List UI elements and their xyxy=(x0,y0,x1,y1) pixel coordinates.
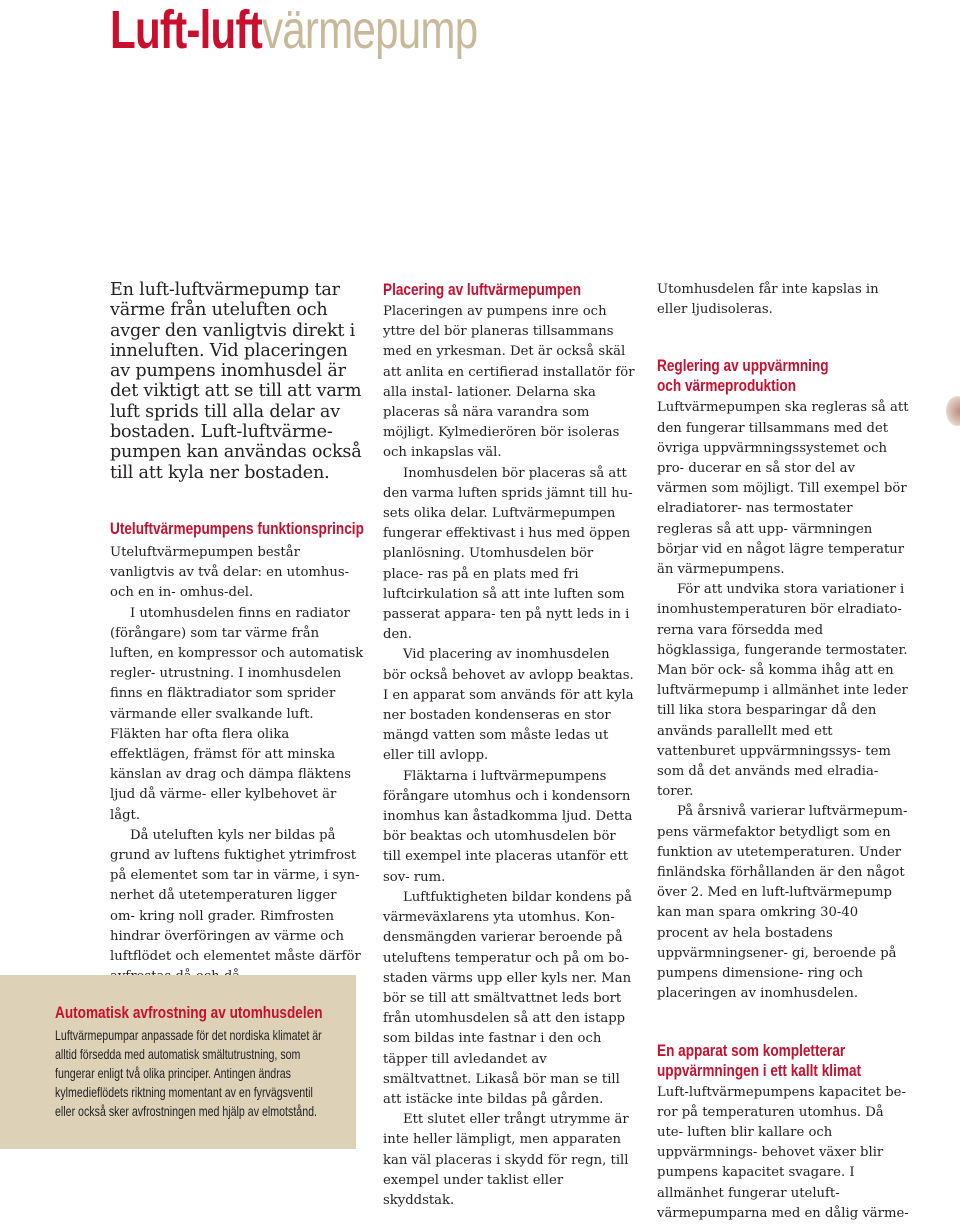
info-box-heading: Automatisk avfrostning av utomhusdelen xyxy=(55,1003,323,1022)
column-left xyxy=(110,280,365,987)
edge-decoration xyxy=(946,396,960,426)
paragraph: Fläktarna i luftvärmepumpens förångare utomhus och i kondensorn inomhus kan åstadkomma ljud. Detta bör beaktas och utomhusdelen bör till exempel inte placeras utanför ett sov- rum. xyxy=(383,768,633,885)
paragraph: Luftfuktigheten bildar kondens på värmeväxlarens yta utomhus. Kon- densmängden varierar beroende på uteluftens temperatur och på om bo- staden värms upp eller kyls ner. Man bör se till att smältvattnet leds bort från utomhusdelen så att den istapp som bildas inte fastnar i den och täpper till avledandet av smältvattnet. Likaså bör man se till att istäcke inte bildas på gården. xyxy=(383,889,632,1107)
paragraph: I utomhusdelen finns en radiator (förångare) som tar värme från luften, en kompressor och automatisk regler- utrustning. I inomhusdelen finns en fläktradiator som sprider värmande eller svalkande luft. Fläkten har ofta flera olika effektlägen, främst för att minska känslan av drag och dämpa fläktens ljud då värme- eller kylbehovet är lågt. xyxy=(110,605,364,823)
page-title xyxy=(110,0,477,60)
section-heading-regulation xyxy=(657,356,859,396)
paragraph: Luft-luftvärmepumpens kapacitet be- ror på temperaturen utomhus. Då ute- luften blir kallare och uppvärmnings- behovet växer blir pumpens kapacitet svagare. I allmänhet fungerar uteluft- värmepumparna med en dålig värme- xyxy=(657,1084,909,1221)
section-heading-principle: Uteluftvärmepumpens funktionsprincip xyxy=(110,518,364,538)
paragraph: Luftvärmepumpen ska regleras så att den fungerar tillsammans med det övriga uppvärmningssystemet och pro- ducerar en så stor del av värmen som möjligt. Till exempel bör elradiatorer- nas termostater regleras så att upp- värmningen börjar vid en något lägre temperatur än värmepumpens. xyxy=(657,400,909,578)
paragraph: Då uteluften kyls ner bildas på grund av luftens fuktighet ytrimfrost på elementet som tar in värme, i syn- nerhet då utetemperaturen ligger om- kring noll grader. Rimfrosten hindrar överföringen av värme och luftflödet och elementet måste därför xyxy=(110,827,361,965)
title-part-beige: värmepump xyxy=(262,0,478,60)
info-box-text xyxy=(55,1026,329,1121)
paragraph: Uteluftvärmepumpen består vanligtvis av två delar: en utomhus- och en in- omhus-del. xyxy=(110,544,350,601)
paragraph: Vid placering av inomhusdelen bör också behovet av avlopp beaktas. I en apparat som används för att kyla ner bostaden kondenseras en stor mängd vatten som måste ledas ut eller till avlopp. xyxy=(383,647,634,764)
column-right xyxy=(657,280,909,1224)
info-box-line: kylmedieflödets riktning momentant av en fyrvägsventil xyxy=(55,1084,313,1100)
column-middle xyxy=(383,280,635,1211)
paragraph: Placeringen av pumpens inre och yttre del bör planeras tillsammans med en yrkesman. Det är också skäl att anlita en certifierad installatör för alla instal- lationer. Delarna ska placeras så nära varandra som möjligt. Kylmedierören bör isoleras och inkapslas väl. xyxy=(383,304,635,461)
heading-line: uppvärmningen i ett kallt klimat xyxy=(657,1060,862,1080)
title-part-red: Luft-luft xyxy=(110,0,263,60)
section-heading-placement: Placering av luftvärmepumpen xyxy=(383,280,582,299)
heading-line: En apparat som kompletterar xyxy=(657,1040,846,1060)
section-heading-cold-climate xyxy=(657,1040,862,1081)
paragraph: För att undvika stora variationer i inomhustemperaturen bör elradiato- rerna vara försedda med högklassiga, fungerande termostater. Man bör ock- så komma ihåg att en luftvärmepump i allmänhet inte leder till lika stora besparingar då den används parallellt med ett vattenburet uppvärmningssys- tem som då det används med elradia- torer. xyxy=(657,582,908,800)
intro-paragraph: En luft-luftvärmepump tar värme från uteluften och avger den vanligtvis direkt i inneluften. Vid placeringen av pumpens inomhusdel är det viktigt att se till att varm luft sprids till alla delar av bostaden. Luft-luftvärme- pumpen kan användas också till att kyla ner bostaden. xyxy=(110,280,362,483)
paragraph: Ett slutet eller trångt utrymme är inte heller lämpligt, men apparaten kan väl placeras i skydd för regn, till exempel under taklist eller skyddstak. xyxy=(383,1112,629,1208)
paragraph: På årsnivå varierar luftvärmepum- pens värmefaktor betydligt som en funktion av utetemperaturen. Under finländska förhållanden är den något över 2. Med en luft-luftvärmepump kan man spara omkring 30-40 procent av hela bostadens uppvärmningsener- gi, beroende på pumpens dimensione- ring och placeringen av inomhusdelen. xyxy=(657,804,908,1002)
heading-line: och värmeproduktion xyxy=(657,376,797,396)
info-box-line: fungerar enligt två olika principer. Antingen ändras xyxy=(55,1065,292,1081)
info-box-line: Luftvärmepumpar anpassade för det nordiska klimatet är xyxy=(55,1027,322,1043)
heading-line: Reglering av uppvärmning xyxy=(657,356,829,376)
paragraph: Inomhusdelen bör placeras så att den varma luften sprids jämnt till hu- sets olika delar. Luftvärmepumpen fungerar effektivast i hus med öppen planlösning. Utomhusdelen bör place- ras på en plats med fri luftcirkulation så att inte luften som passerat appara- ten på nytt leds in i den. xyxy=(383,465,633,643)
info-box-line: eller också sker avfrostningen med hjälp av elmotstånd. xyxy=(55,1103,317,1119)
info-box-line: alltid försedda med automatisk smältutrustning, som xyxy=(55,1046,301,1062)
paragraph: Utomhusdelen får inte kapslas in eller ljudisoleras. xyxy=(657,282,879,318)
